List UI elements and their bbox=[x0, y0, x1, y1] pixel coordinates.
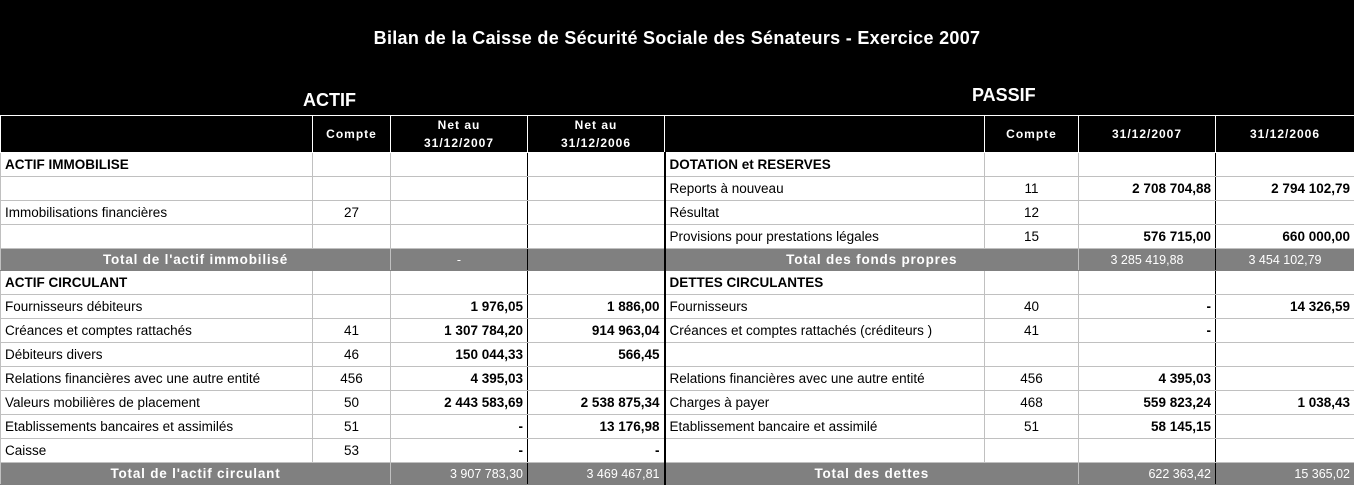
actif-net-2007: 3 907 783,30 bbox=[391, 463, 528, 485]
header-row bbox=[1, 116, 1354, 153]
passif-label: Fournisseurs bbox=[665, 295, 985, 319]
passif-2006: 1 038,43 bbox=[1216, 391, 1354, 415]
actif-net-2006 bbox=[528, 201, 665, 225]
table-row bbox=[1, 271, 1354, 295]
passif-compte bbox=[985, 153, 1079, 177]
actif-label bbox=[1, 177, 313, 201]
passif-2007: 576 715,00 bbox=[1079, 225, 1216, 249]
page-title: Bilan de la Caisse de Sécurité Sociale des Sénateurs - Exercice 2007 bbox=[0, 28, 1354, 49]
actif-net-2007 bbox=[391, 225, 528, 249]
passif-label: Créances et comptes rattachés (créditeurs ) bbox=[665, 319, 985, 343]
passif-label: Reports à nouveau bbox=[665, 177, 985, 201]
actif-compte bbox=[313, 271, 391, 295]
actif-compte bbox=[313, 153, 391, 177]
actif-label: Relations financières avec une autre entité bbox=[1, 367, 313, 391]
header-line: 31/12/2006 bbox=[561, 136, 631, 150]
actif-net-2006 bbox=[528, 153, 665, 177]
header-line: Net au bbox=[438, 118, 481, 132]
actif-compte: 50 bbox=[313, 391, 391, 415]
actif-net-2006 bbox=[528, 367, 665, 391]
actif-2007-header bbox=[391, 116, 528, 153]
passif-compte: 12 bbox=[985, 201, 1079, 225]
passif-2006-header: 31/12/2006 bbox=[1216, 116, 1354, 153]
actif-net-2007: 2 443 583,69 bbox=[391, 391, 528, 415]
passif-2006 bbox=[1216, 343, 1354, 367]
actif-total-label: Total de l'actif immobilisé bbox=[1, 249, 391, 271]
passif-2007: 622 363,42 bbox=[1079, 463, 1216, 485]
passif-compte: 11 bbox=[985, 177, 1079, 201]
actif-total-label: Total de l'actif circulant bbox=[1, 463, 391, 485]
passif-compte: 51 bbox=[985, 415, 1079, 439]
passif-label bbox=[665, 343, 985, 367]
actif-net-2006 bbox=[528, 225, 665, 249]
balance-sheet-table bbox=[0, 115, 1354, 485]
actif-net-2006 bbox=[528, 177, 665, 201]
passif-label: Provisions pour prestations légales bbox=[665, 225, 985, 249]
passif-total-label: Total des dettes bbox=[665, 463, 1079, 485]
actif-net-2007: - bbox=[391, 415, 528, 439]
table-row bbox=[1, 177, 1354, 201]
passif-label: Résultat bbox=[665, 201, 985, 225]
table-row bbox=[1, 319, 1354, 343]
passif-compte: 15 bbox=[985, 225, 1079, 249]
actif-label: Créances et comptes rattachés bbox=[1, 319, 313, 343]
passif-label-header bbox=[665, 116, 985, 153]
actif-heading: ACTIF bbox=[303, 90, 356, 111]
actif-compte: 27 bbox=[313, 201, 391, 225]
actif-label: ACTIF IMMOBILISE bbox=[1, 153, 313, 177]
passif-compte bbox=[985, 271, 1079, 295]
passif-2007: 2 708 704,88 bbox=[1079, 177, 1216, 201]
actif-2006-header bbox=[528, 116, 665, 153]
table-row bbox=[1, 249, 1354, 271]
actif-compte bbox=[313, 225, 391, 249]
passif-compte-header: Compte bbox=[985, 116, 1079, 153]
passif-2007: 559 823,24 bbox=[1079, 391, 1216, 415]
actif-compte: 46 bbox=[313, 343, 391, 367]
passif-label: Etablissement bancaire et assimilé bbox=[665, 415, 985, 439]
table-row bbox=[1, 225, 1354, 249]
passif-label: DETTES CIRCULANTES bbox=[665, 271, 985, 295]
actif-label: Valeurs mobilières de placement bbox=[1, 391, 313, 415]
actif-net-2007 bbox=[391, 271, 528, 295]
actif-net-2006: - bbox=[528, 439, 665, 463]
actif-compte: 456 bbox=[313, 367, 391, 391]
actif-compte-header: Compte bbox=[313, 116, 391, 153]
actif-net-2006: 914 963,04 bbox=[528, 319, 665, 343]
actif-compte: 53 bbox=[313, 439, 391, 463]
passif-compte: 468 bbox=[985, 391, 1079, 415]
table-row bbox=[1, 153, 1354, 177]
actif-net-2007: - bbox=[391, 439, 528, 463]
passif-2006: 660 000,00 bbox=[1216, 225, 1354, 249]
passif-2006 bbox=[1216, 367, 1354, 391]
actif-compte: 51 bbox=[313, 415, 391, 439]
passif-2006 bbox=[1216, 271, 1354, 295]
actif-label: Fournisseurs débiteurs bbox=[1, 295, 313, 319]
passif-2006: 14 326,59 bbox=[1216, 295, 1354, 319]
actif-label: Etablissements bancaires et assimilés bbox=[1, 415, 313, 439]
table-row bbox=[1, 343, 1354, 367]
table-row bbox=[1, 463, 1354, 485]
actif-label bbox=[1, 225, 313, 249]
passif-2007 bbox=[1079, 439, 1216, 463]
passif-compte: 456 bbox=[985, 367, 1079, 391]
actif-compte: 41 bbox=[313, 319, 391, 343]
header-line: 31/12/2007 bbox=[424, 136, 494, 150]
table-row bbox=[1, 439, 1354, 463]
passif-total-label: Total des fonds propres bbox=[665, 249, 1079, 271]
passif-2006 bbox=[1216, 439, 1354, 463]
actif-net-2006: 13 176,98 bbox=[528, 415, 665, 439]
actif-net-2007: 150 044,33 bbox=[391, 343, 528, 367]
passif-label bbox=[665, 439, 985, 463]
header-line: Net au bbox=[575, 118, 618, 132]
passif-2006: 3 454 102,79 bbox=[1216, 249, 1354, 271]
passif-compte: 41 bbox=[985, 319, 1079, 343]
actif-net-2006 bbox=[528, 271, 665, 295]
passif-compte bbox=[985, 343, 1079, 367]
passif-2007: 3 285 419,88 bbox=[1079, 249, 1216, 271]
actif-net-2006: 1 886,00 bbox=[528, 295, 665, 319]
actif-net-2007 bbox=[391, 153, 528, 177]
passif-2007 bbox=[1079, 343, 1216, 367]
actif-compte bbox=[313, 295, 391, 319]
passif-2007: - bbox=[1079, 295, 1216, 319]
table-row bbox=[1, 415, 1354, 439]
table-row bbox=[1, 391, 1354, 415]
passif-2006 bbox=[1216, 319, 1354, 343]
actif-net-2006: 566,45 bbox=[528, 343, 665, 367]
actif-net-2006 bbox=[528, 249, 665, 271]
actif-compte bbox=[313, 177, 391, 201]
actif-net-2007: - bbox=[391, 249, 528, 271]
actif-net-2007: 4 395,03 bbox=[391, 367, 528, 391]
passif-compte bbox=[985, 439, 1079, 463]
actif-net-2007: 1 976,05 bbox=[391, 295, 528, 319]
actif-label-header bbox=[1, 116, 313, 153]
passif-2007: 4 395,03 bbox=[1079, 367, 1216, 391]
passif-compte: 40 bbox=[985, 295, 1079, 319]
passif-label: Relations financières avec une autre entité bbox=[665, 367, 985, 391]
passif-2007: - bbox=[1079, 319, 1216, 343]
actif-label: ACTIF CIRCULANT bbox=[1, 271, 313, 295]
actif-label: Immobilisations financières bbox=[1, 201, 313, 225]
passif-2006 bbox=[1216, 415, 1354, 439]
passif-heading: PASSIF bbox=[972, 85, 1036, 106]
actif-net-2007 bbox=[391, 177, 528, 201]
actif-net-2007 bbox=[391, 201, 528, 225]
passif-2007 bbox=[1079, 153, 1216, 177]
actif-net-2007: 1 307 784,20 bbox=[391, 319, 528, 343]
passif-2007-header: 31/12/2007 bbox=[1079, 116, 1216, 153]
actif-label: Caisse bbox=[1, 439, 313, 463]
actif-net-2006: 3 469 467,81 bbox=[528, 463, 665, 485]
actif-label: Débiteurs divers bbox=[1, 343, 313, 367]
passif-2006 bbox=[1216, 201, 1354, 225]
passif-2006: 15 365,02 bbox=[1216, 463, 1354, 485]
passif-2006: 2 794 102,79 bbox=[1216, 177, 1354, 201]
passif-label: Charges à payer bbox=[665, 391, 985, 415]
table-row bbox=[1, 201, 1354, 225]
passif-label: DOTATION et RESERVES bbox=[665, 153, 985, 177]
passif-2007: 58 145,15 bbox=[1079, 415, 1216, 439]
passif-2007 bbox=[1079, 271, 1216, 295]
table-row bbox=[1, 295, 1354, 319]
actif-net-2006: 2 538 875,34 bbox=[528, 391, 665, 415]
passif-2006 bbox=[1216, 153, 1354, 177]
table-row bbox=[1, 367, 1354, 391]
passif-2007 bbox=[1079, 201, 1216, 225]
